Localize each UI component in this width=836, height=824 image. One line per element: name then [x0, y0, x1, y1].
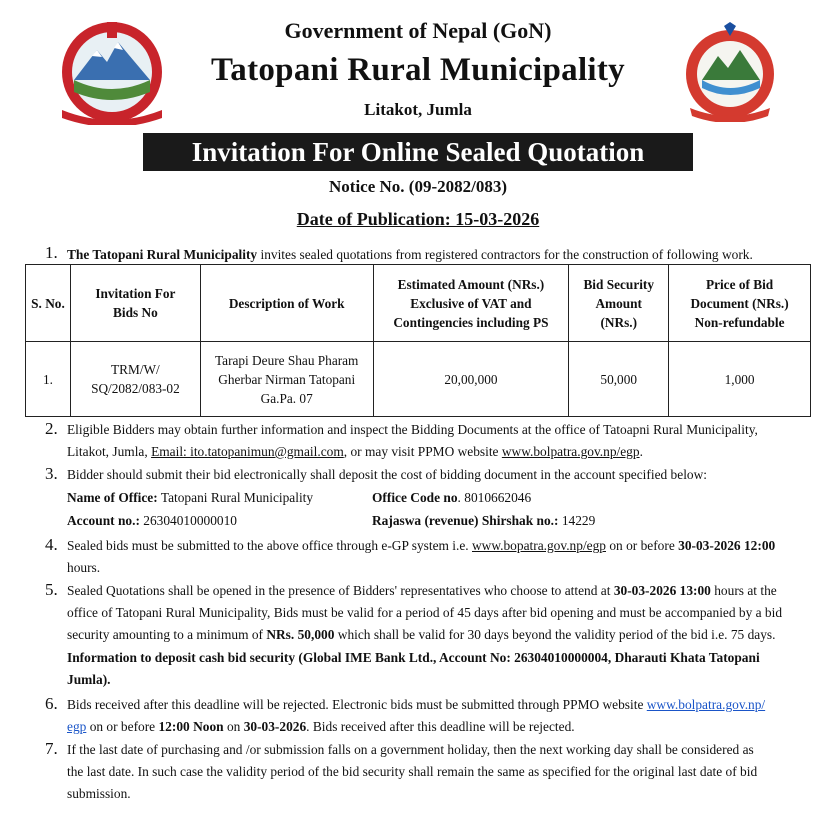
cell-bid-no [70, 342, 200, 417]
bid-table [25, 264, 811, 417]
item-5-deposit-info: Information to deposit cash bid security (Global IME Bank Ltd., Account No: 26304010000004, Dharauti Khata Tatopani [67, 650, 760, 665]
item-5-line-5 [67, 669, 111, 692]
notice-number: Notice No. (09-2082/083) [329, 177, 507, 196]
cell-sno-text: 1. [42, 371, 53, 387]
header-bid-no [70, 265, 200, 342]
item-7-line-1: If the last date of purchasing and /or submission falls on a government holiday, then the next working day shall be considered as [67, 742, 754, 757]
office-name [67, 490, 313, 506]
cell-security-text: 50,000 [600, 371, 637, 387]
item-2-line-2 [67, 441, 643, 464]
item-number-1: 1. [45, 243, 58, 262]
item-6-line-2 [67, 716, 575, 739]
item-5-opening-date: 30-03-2026 13:00 [613, 583, 711, 598]
header-bid-no-text: Invitation For Bids No [95, 286, 176, 320]
item-6-suffix: . Bids received after this deadline will be rejected. [306, 719, 575, 734]
item-number-2: 2. [45, 419, 58, 438]
item-4-mid: on or before [606, 538, 679, 553]
cell-bid-no-text: TRM/W/ SQ/2082/083-02 [91, 362, 180, 396]
office-code-value: . 8010662046 [457, 490, 532, 505]
item-6-mid: on or before [86, 719, 159, 734]
item-2-line-1: Eligible Bidders may obtain further information and inspect the Bidding Documents at the office of Tatoapni Rural Municipality, [67, 422, 758, 437]
account-no-label: Account no.: [67, 513, 140, 528]
cell-price [669, 342, 811, 417]
item-5-line-4 [67, 647, 760, 670]
title-banner: Invitation For Online Sealed Quotation [143, 133, 693, 171]
item-7-line-2: the last date. In such case the validity period of the bid security shall remain the same as specified for the original last date of bid [67, 764, 758, 779]
item-number-3: 3. [45, 464, 58, 483]
header-sno-text: S. No. [31, 295, 65, 311]
location: Litakot, Jumla [364, 100, 472, 119]
header-security-text: Bid Security Amount (NRs.) [583, 276, 654, 330]
table-header-row [26, 265, 811, 342]
item-5-security-amount: NRs. 50,000 [266, 627, 335, 642]
municipality-logo-icon [680, 22, 780, 122]
cell-sno [26, 342, 71, 417]
government-title: Government of Nepal (GoN) [284, 18, 552, 43]
item-5-line-3 [67, 624, 775, 647]
office-code-label: Office Code no [372, 490, 458, 505]
item-6-prefix: Bids received after this deadline will be rejected. Electronic bids must be submitted through PPMO website [67, 697, 647, 712]
item-5-prefix: Sealed Quotations shall be opened in the presence of Bidders' representatives who choose to attend at [67, 583, 614, 598]
item-1-bold: The Tatopani Rural Municipality [67, 247, 258, 262]
header-price-text: Price of Bid Document (NRs.) Non-refundable [690, 276, 789, 330]
cell-description-text: Tarapi Deure Shau Pharam Gherbar Nirman Tatopani Ga.Pa. 07 [214, 352, 359, 406]
office-name-value: Tatopani Rural Municipality [157, 490, 314, 505]
item-7-line-3: submission. [67, 786, 131, 801]
cell-amount [373, 342, 569, 417]
item-2-prefix: Litakot, Jumla, [67, 444, 152, 459]
item-number-5: 5. [45, 580, 58, 599]
office-code [372, 490, 531, 506]
rajaswa-value: 14229 [558, 513, 596, 528]
bolpatra-link-2-end[interactable]: egp [67, 719, 87, 734]
cell-price-text: 1,000 [724, 371, 755, 387]
item-6-time: 12:00 Noon [158, 719, 224, 734]
cell-description [200, 342, 373, 417]
item-number-4: 4. [45, 535, 58, 554]
item-6-on: on [223, 719, 244, 734]
cell-security [569, 342, 669, 417]
municipality-name: Tatopani Rural Municipality [211, 52, 625, 88]
item-2-end: . [639, 444, 643, 459]
item-4-deadline: 30-03-2026 12:00 [678, 538, 776, 553]
item-4-prefix: Sealed bids must be submitted to the above office through e-GP system i.e. [67, 538, 472, 553]
cell-amount-text: 20,00,000 [444, 371, 498, 387]
item-5-line-2: office of Tatopani Rural Municipality, Bids must be valid for a period of 45 days after bid opening and must be accompanied by a bid [67, 605, 783, 620]
header-amount [373, 265, 569, 342]
item-5-line-1 [67, 580, 777, 603]
item-3-text: Bidder should submit their bid electronically shall deposit the cost of bidding document in the account specified below: [67, 467, 708, 482]
item-5-suffix: hours at the [710, 583, 777, 598]
item-number-7: 7. [45, 739, 58, 758]
rajaswa-label: Rajaswa (revenue) Shirshak no.: [372, 513, 559, 528]
item-1-rest: invites sealed quotations from registered contractors for the construction of following work. [257, 247, 753, 262]
header-amount-text: Estimated Amount (NRs.) Exclusive of VAT and Contingencies including PS [393, 276, 549, 330]
item-4-line-2: hours. [67, 560, 101, 575]
item-6-date: 30-03-2026 [243, 719, 307, 734]
bolpatra-link-2[interactable]: www.bolpatra.gov.np/ [646, 697, 766, 712]
item-5-deposit-info-end: Jumla). [67, 672, 111, 687]
item-number-6: 6. [45, 694, 58, 713]
email-link[interactable]: Email: ito.tatopanimun@gmail.com [151, 444, 344, 459]
table-row [26, 342, 811, 417]
office-name-label: Name of Office: [67, 490, 158, 505]
publication-date [0, 209, 836, 230]
item-6-line-1 [67, 694, 765, 717]
item-5-security-prefix: security amounting to a minimum of [67, 627, 267, 642]
rajaswa-no [372, 513, 595, 529]
header-security [569, 265, 669, 342]
account-no-value: 26304010000010 [139, 513, 237, 528]
item-2-mid: , or may visit PPMO website [343, 444, 502, 459]
bolpatra-link[interactable]: www.bolpatra.gov.np/egp [501, 444, 640, 459]
account-no [67, 513, 237, 529]
header-sno [26, 265, 71, 342]
header-description-text: Description of Work [228, 295, 345, 311]
header-price [669, 265, 811, 342]
egp-link[interactable]: www.bopatra.gov.np/egp [472, 538, 606, 553]
item-5-security-suffix: which shall be valid for 30 days beyond the validity period of the bid i.e. 75 days. [334, 627, 776, 642]
header [0, 0, 836, 130]
header-description [200, 265, 373, 342]
publication-date-text: Date of Publication: 15-03-2026 [296, 209, 540, 229]
item-4-line-1 [67, 535, 775, 558]
